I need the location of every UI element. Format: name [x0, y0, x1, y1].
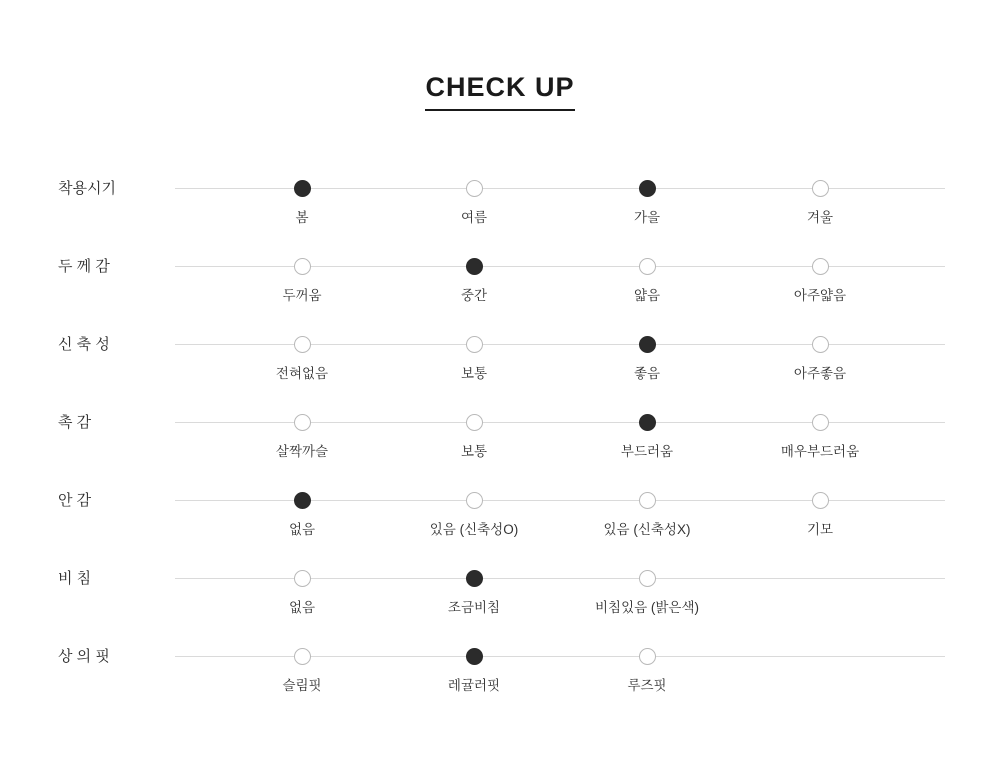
- option-label: 조금비침: [447, 600, 501, 615]
- option-label: 레귤러핏: [447, 678, 501, 693]
- option-unselected[interactable]: [212, 623, 392, 694]
- radio-empty-icon[interactable]: [812, 258, 829, 275]
- option-selected[interactable]: [557, 155, 737, 226]
- option-unselected[interactable]: [730, 155, 910, 226]
- radio-filled-icon[interactable]: [639, 180, 656, 197]
- option-unselected[interactable]: [212, 311, 392, 382]
- option-label: 가을: [633, 210, 661, 225]
- option-unselected[interactable]: [384, 389, 564, 460]
- option-selected[interactable]: [212, 467, 392, 538]
- option-label: 좋음: [633, 366, 661, 381]
- option-label: 겨울: [806, 210, 834, 225]
- chart-row: [0, 467, 1000, 545]
- radio-empty-icon[interactable]: [294, 570, 311, 587]
- option-label: 전혀없음: [275, 366, 329, 381]
- chart-row: [0, 545, 1000, 623]
- option-unselected[interactable]: [384, 311, 564, 382]
- option-selected[interactable]: [557, 389, 737, 460]
- row-label: 두 께 감: [58, 258, 110, 275]
- option-unselected[interactable]: [730, 389, 910, 460]
- option-label: 살짝까슬: [275, 444, 329, 459]
- option-selected[interactable]: [384, 623, 564, 694]
- option-label: 여름: [460, 210, 488, 225]
- option-unselected[interactable]: [557, 545, 737, 616]
- option-unselected[interactable]: [212, 389, 392, 460]
- option-selected[interactable]: [557, 311, 737, 382]
- option-label: 매우부드러움: [780, 444, 860, 459]
- radio-empty-icon[interactable]: [812, 414, 829, 431]
- page-title: CHECK UP: [425, 72, 574, 111]
- row-label: 촉 감: [58, 414, 92, 431]
- radio-empty-icon[interactable]: [639, 258, 656, 275]
- radio-empty-icon[interactable]: [466, 180, 483, 197]
- option-label: 기모: [806, 522, 834, 537]
- option-selected[interactable]: [384, 233, 564, 304]
- option-label: 두꺼움: [282, 288, 322, 303]
- radio-filled-icon[interactable]: [466, 648, 483, 665]
- radio-empty-icon[interactable]: [812, 336, 829, 353]
- option-selected[interactable]: [212, 155, 392, 226]
- option-unselected[interactable]: [384, 467, 564, 538]
- option-unselected[interactable]: [557, 467, 737, 538]
- row-label: 안 감: [58, 492, 92, 509]
- option-label: 있음 (신축성O): [429, 522, 519, 537]
- row-label: 착용시기: [58, 180, 116, 197]
- radio-empty-icon[interactable]: [294, 648, 311, 665]
- option-label: 있음 (신축성X): [603, 522, 691, 537]
- chart-row: [0, 155, 1000, 233]
- radio-filled-icon[interactable]: [466, 258, 483, 275]
- page-title-wrap: [0, 72, 1000, 111]
- row-label: 신 축 성: [58, 336, 110, 353]
- radio-empty-icon[interactable]: [294, 414, 311, 431]
- radio-filled-icon[interactable]: [466, 570, 483, 587]
- option-unselected[interactable]: [557, 623, 737, 694]
- chart-row: [0, 311, 1000, 389]
- radio-empty-icon[interactable]: [466, 336, 483, 353]
- radio-empty-icon[interactable]: [812, 492, 829, 509]
- option-label: 보통: [460, 444, 488, 459]
- chart-row: [0, 233, 1000, 311]
- radio-filled-icon[interactable]: [639, 336, 656, 353]
- option-selected[interactable]: [384, 545, 564, 616]
- radio-empty-icon[interactable]: [466, 492, 483, 509]
- option-label: 비침있음 (밝은색): [594, 600, 700, 615]
- option-label: 부드러움: [620, 444, 674, 459]
- option-unselected[interactable]: [384, 155, 564, 226]
- option-label: 보통: [460, 366, 488, 381]
- option-label: 봄: [295, 210, 309, 225]
- option-label: 얇음: [633, 288, 661, 303]
- option-unselected[interactable]: [557, 233, 737, 304]
- radio-empty-icon[interactable]: [639, 492, 656, 509]
- option-label: 없음: [288, 600, 316, 615]
- option-unselected[interactable]: [730, 467, 910, 538]
- row-label: 비 침: [58, 570, 92, 587]
- option-label: 중간: [460, 288, 488, 303]
- option-unselected[interactable]: [212, 545, 392, 616]
- chart-row: [0, 623, 1000, 701]
- option-unselected[interactable]: [730, 233, 910, 304]
- option-label: 없음: [288, 522, 316, 537]
- option-unselected[interactable]: [730, 311, 910, 382]
- radio-empty-icon[interactable]: [812, 180, 829, 197]
- option-unselected[interactable]: [212, 233, 392, 304]
- radio-empty-icon[interactable]: [294, 336, 311, 353]
- checkup-chart: [0, 155, 1000, 701]
- radio-filled-icon[interactable]: [294, 180, 311, 197]
- radio-filled-icon[interactable]: [639, 414, 656, 431]
- radio-empty-icon[interactable]: [639, 648, 656, 665]
- radio-filled-icon[interactable]: [294, 492, 311, 509]
- option-label: 아주얇음: [793, 288, 847, 303]
- radio-empty-icon[interactable]: [466, 414, 483, 431]
- radio-empty-icon[interactable]: [639, 570, 656, 587]
- option-label: 루즈핏: [627, 678, 667, 693]
- option-label: 슬림핏: [282, 678, 322, 693]
- option-label: 아주좋음: [793, 366, 847, 381]
- chart-row: [0, 389, 1000, 467]
- row-label: 상 의 핏: [58, 648, 110, 665]
- radio-empty-icon[interactable]: [294, 258, 311, 275]
